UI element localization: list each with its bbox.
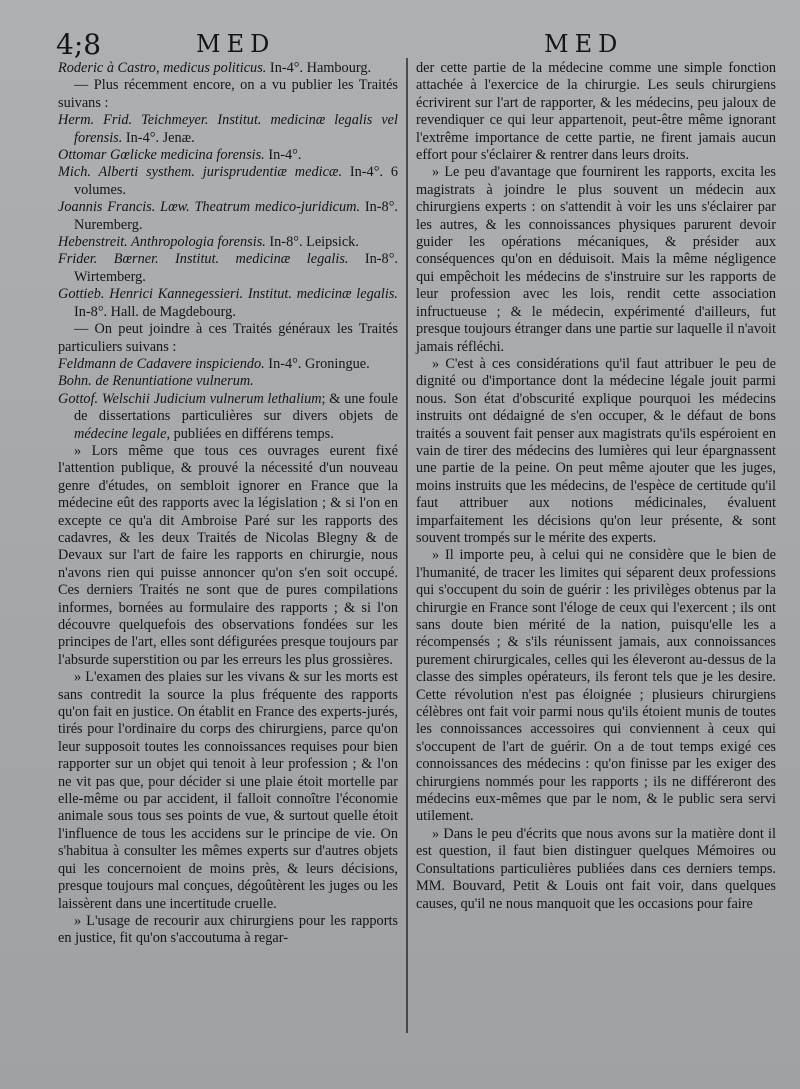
right-column [416,60,776,913]
reference-text: ; & une foule de dissertations particulières sur divers objets de [74,390,398,425]
reference-list [58,60,398,77]
reference-entry [58,199,398,234]
reference-title: Mich. Alberti systhem. jurisprudentiæ medicæ. [58,164,343,181]
reference-list [58,356,398,391]
reference-title: Feldmann de Cadavere inspiciendo. [58,355,265,372]
reference-title: Hebenstreit. Anthropologia forensis. [58,234,266,251]
reference-title: Herm. Frid. Teichmeyer. Institut. medicinæ legalis vel forensis. [58,112,398,146]
reference-imprint: In-8°. Wirtemberg. [74,251,399,285]
reference-entry [58,286,398,321]
reference-title: Bohn. de Renuntiatione vulnerum. [58,373,254,390]
reference-imprint: In-8°. Nuremberg. [74,199,398,233]
paragraph: » Le peu d'avantage que fournirent les rapports, excita les magistrats à joindre le plus souvent un médecin aux chirurgiens experts : on s'attendit à voir les uns s'éclairer par les autres, & les connoissances physiques parurent devoir guider les opérations mécaniques, & présider aux conséquences qu'on en déduisoit. Mais la même négligence qui empêchoit les médecins de s'instruire sur les rapports de leur profession avec les lois, rendit cette association infructueuse ; & le médecin, expérimenté d'ailleurs, fut presque toujours étranger dans une partie sur laquelle il n'avoit jamais réfléchi. [416,164,776,355]
page-number: 4;8 [56,28,102,61]
paragraph: » Lors même que tous ces ouvrages eurent fixé l'attention publique, & prouvé la nécessité d'un nouveau genre d'études, on sembloit ignorer en France que la médecine eût des rapports avec la législation ; & si l'on en excepte ce qu'a dit Ambroise Paré sur les rapports des cadavres, & les deux Traités de Nicolas Blegny & de Devaux sur l'art de faire les rapports en chirurgie, nous n'avons rien qui puisse annoncer qu'on s'en soit occupé. Ces derniers Traités ne sont que de pures compilations informes, bornées au formulaire des rapports ; & si l'on découvre quelquefois des observations fondées sur les principes de l'art, elles sont défigurées presque toujours par l'absurde superstition ou par les erreurs les plus grossières. [58,442,398,668]
reference-imprint: In-4°. Hambourg. [266,60,372,76]
reference-title: Gottof. Welschii Judicium vulnerum lethalium [58,390,322,407]
reference-imprint: In-8°. Leipsick. [265,234,359,251]
reference-title: Gottieb. Henrici Kannegessieri. Institut. medicinæ legalis. [58,286,398,303]
running-head-left: MED [196,30,276,58]
reference-title: Joannis Francis. Lœw. Theatrum medico-juridicum. [58,199,361,216]
reference-title: Ottomar Gœlicke medicina forensis. [58,147,265,164]
reference-entry [58,373,398,390]
reference-entry [58,164,398,199]
reference-entry [58,60,398,77]
reference-title: Roderic à Castro, medicus politicus. [58,60,267,76]
reference-imprint: In-4°. Jenæ. [122,129,195,146]
reference-imprint: In-8°. Hall. de Magdebourg. [74,303,236,320]
reference-title: Frider. Bœrner. Institut. medicinæ legalis. [58,251,349,268]
reference-entry [58,391,398,443]
paragraph: » Il importe peu, à celui qui ne considère que le bien de l'humanité, de tracer les limites qui séparent deux professions qui s'occupent du soin de guérir : les privilèges obtenus par la chirurgie en France sont l'éloge de ceux qui l'exercent ; ils ont sans doute bien mérité de la nation, puisqu'elle les a récompensés ; & s'ils réunissent jamais, aux connoissances purement chirurgicales, celles qui les éleveront au-dessus de la classe des simples opérateurs, ils feront tels que je les desire. Cette révolution n'est pas éloignée ; plusieurs chirurgiens célèbres ont fait voir parmi nous qu'ils étoient munis de toutes les connoissances accessoires qui conviennent à ceux qui s'occupent de l'art de guérir. On a de tout temps exigé ces connoissances des médecins : qu'on finisse par les exiger des chirurgiens nommés pour les rapports ; ils ne différeront des médecins eux-mêmes que par le nom, & le public sera servi utilement. [416,547,776,825]
reference-entry [58,147,398,164]
reference-imprint: In-4°. [264,147,302,164]
paragraph: der cette partie de la médecine comme une simple fonction attachée à l'exercice de la chirurgie. Les seuls chirurgiens écrivirent sur l'art de rapporter, & les médecins, peu jaloux de revendiquer ce qui leur appartenoit, peut-être même ignorant l'extrême importance de cette partie, ne firent jamais aucun effort pour s'éclairer & rentrer dans leurs droits. [416,60,776,164]
paragraph: — On peut joindre à ces Traités généraux les Traités particuliers suivans : [58,321,398,355]
column-divider [406,58,408,1033]
reference-text: , publiées en différens temps. [166,425,334,442]
page-header [0,26,800,60]
paragraph: » C'est à ces considérations qu'il faut attribuer le peu de dignité ou d'importance dont la médecine légale jouit parmi nous. Son état d'obscurité explique pourquoi les médecins instruits ont dédaigné de s'en occuper, & le défaut de bons traités a souvent fait penser aux magistrats qu'ils espéroient en vain de tirer des médecins des lumières qui leur épargnassent une partie de la peine. On peut même ajouter que les juges, moins instruits que les médecins, de l'espèce de certitude qu'il faut attribuer aux notions médicinales, évaluent imparfaitement les décisions qu'on leur présente, & sont souvent trompés sur le mérite des experts. [416,355,776,546]
reference-entry [58,251,398,286]
paragraph: — Plus récemment encore, on a vu publier les Traités suivans : [58,77,398,111]
reference-list [58,112,398,321]
reference-imprint: In-4°. Groningue. [264,355,370,372]
running-head-right: MED [544,30,624,58]
reference-entry [58,112,398,147]
left-column [58,60,398,948]
paragraph: » Dans le peu d'écrits que nous avons sur la matière dont il est question, il faut bien distinguer quelques Mémoires ou Consultations particulières publiées dans ces derniers temps. MM. Bouvard, Petit & Louis ont fait voir, dans quelques causes, qu'il ne nous manquoit que les occasions pour faire [416,825,776,912]
emphasis: médecine legale [74,425,167,442]
reference-entry [58,356,398,373]
paragraph: » L'examen des plaies sur les vivans & sur les morts est sans contredit la source la plus fréquente des rapports qu'on fait en justice. On établit en France des experts-jurés, tirés pour l'ordinaire du corps des chirurgiens, parce qu'on leur supposoit toutes les connoissances requises pour bien rapporter sur un objet qui tenoit à leur profession ; & l'on ne vit pas que, pour décider si une plaie étoit mortelle par elle-même ou par accident, il falloit connoître l'économie animale sous tous ses points de vue, & surtout quelle étoit l'influence de tous les accidens sur le principe de vie. On s'habitua à consulter les mêmes experts sur d'autres objets qui les concernoient de moins près, & leurs décisions, presque toujours mal conçues, dégoûtèrent les juges ou les laissèrent dans une incertitude cruelle. [58,669,398,912]
paragraph: » L'usage de recourir aux chirurgiens pour les rapports en justice, fit qu'on s'accoutuma à regar- [58,912,398,947]
reference-entry [58,234,398,251]
reference-imprint: In-4°. 6 volumes. [74,164,398,198]
